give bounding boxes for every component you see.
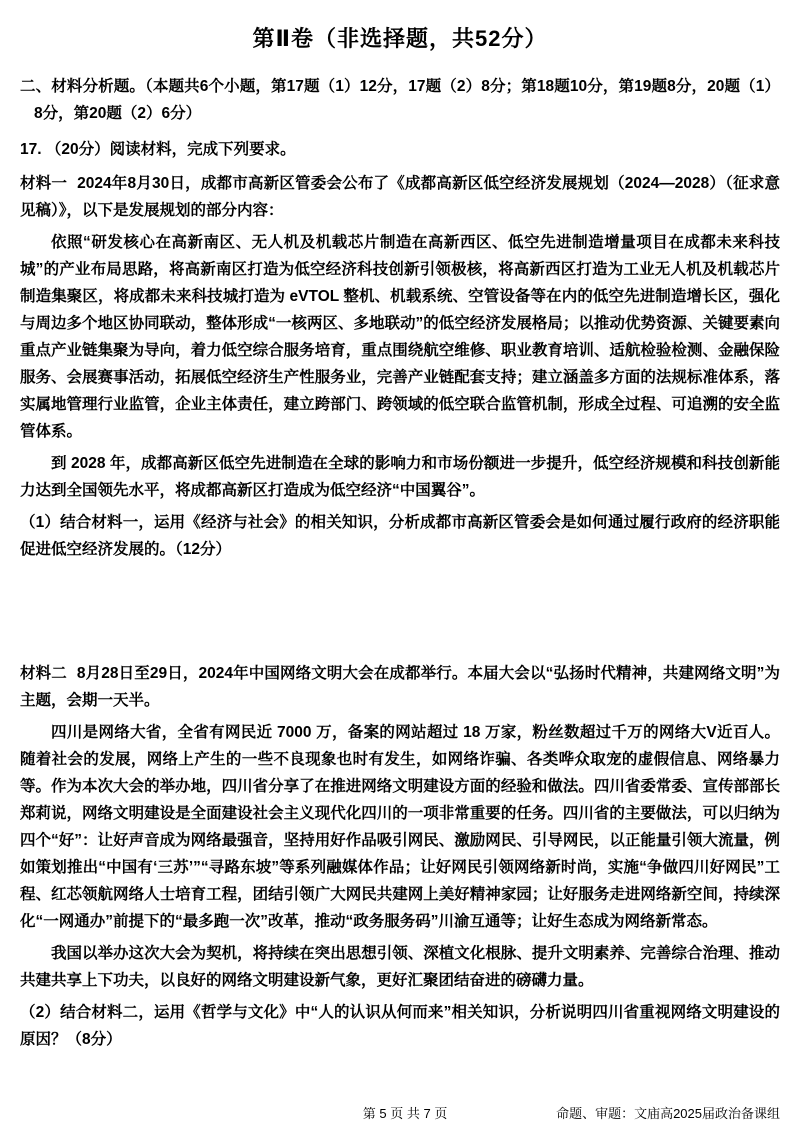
material-1-label: 材料一 [20, 175, 68, 192]
page-number: 第 5 页 共 7 页 [362, 1106, 448, 1121]
material-1-paragraph-2: 到 2028 年，成都高新区低空先进制造在全球的影响力和市场份额进一步提升，低空经济规模和科技创新能力达到全国领先水平，将成都高新区打造成为低空经济“中国翼谷”。 [20, 455, 780, 499]
question-17-header: 17. （20分）阅读材料，完成下列要求。 [20, 141, 296, 158]
question-17-part-2: （2）结合材料二，运用《哲学与文化》中“人的认识从何而来”相关知识，分析说明四川省重视网络文明建设的原因？（8分） [20, 1004, 780, 1048]
footer-credits: 命题、审题：文庙高2025届政治备课组 [556, 1106, 780, 1121]
page-footer [20, 1103, 780, 1121]
material-1-intro [20, 170, 780, 224]
material-2-paragraph-2: 我国以举办这次大会为契机，将持续在突出思想引领、深植文化根脉、提升文明素养、完善综合治理、推动共建共享上下功夫，以良好的网络文明建设新气象，更好汇聚团结奋进的磅礴力量。 [20, 945, 780, 989]
section-header: 二、材料分析题。（本题共6个小题，第17题（1）12分，17题（2）8分；第18题10分，第19题8分，20题（1）8分，第20题（2）6分） [20, 78, 780, 122]
page-title: 第Ⅱ卷（非选择题，共52分） [252, 26, 548, 51]
answer-space-part-1 [20, 568, 780, 660]
material-2-intro-text: 8月28日至29日，2024年中国网络文明大会在成都举行。本届大会以“弘扬时代精神，共建网络文明”为主题，会期一天半。 [20, 665, 780, 709]
material-1-paragraph-1: 依照“研发核心在高新南区、无人机及机载芯片制造在高新西区、低空先进制造增量项目在成都未来科技城”的产业布局思路，将高新南区打造为低空经济科技创新引领极核，将高新西区打造为工业无人机及机载芯片制造集聚区，将成都未来科技城打造为 eVTOL 整机、机载系统、空管设备等在内的低空先进制造增长区，强化与周边多个地区协同联动，整体形成“一核两区、多地联动”的低空经济发展格局；以推动优势资源、关键要素向重点产业链集聚为导向，着力低空综合服务培育，重点围绕航空维修、职业教育培训、适航检验检测、金融保险服务、会展赛事活动，拓展低空经济生产性服务业，完善产业链配套支持；建立涵盖多方面的法规标准体系，落实属地管理行业监管，企业主体责任，建立跨部门、跨领域的低空联合监管机制，形成全过程、可追溯的安全监管体系。 [20, 234, 780, 440]
material-2-paragraph-1: 四川是网络大省，全省有网民近 7000 万，备案的网站超过 18 万家，粉丝数超过千万的网络大V近百人。随着社会的发展，网络上产生的一些不良现象也时有发生，如网络诈骗、各类哗众取宠的虚假信息、网络暴力等。作为本次大会的举办地，四川省分享了在推进网络文明建设方面的经验和做法。四川省委常委、宣传部部长郑莉说，网络文明建设是全面建设社会主义现代化四川的一项非常重要的任务。四川省的主要做法，可以归纳为四个“好”：让好声音成为网络最强音，坚持用好作品吸引网民、激励网民、引导网民，以正能量引领大流量，例如策划推出“中国有‘三苏’”“寻路东坡”等系列融媒体作品；让好网民引领网络新时尚，实施“争做四川好网民”工程、红芯领航网络人士培育工程，团结引领广大网民共建网上美好精神家园；让好服务走进网络新空间，持续深化“一网通办”前提下的“最多跑一次”改革，推动“政务服务码”川渝互通等；让好生态成为网络新常态。 [20, 724, 780, 930]
material-1-intro-text: 2024年8月30日，成都市高新区管委会公布了《成都高新区低空经济发展规划（2024—2028）（征求意见稿）》，以下是发展规划的部分内容： [20, 175, 780, 219]
material-2-label: 材料二 [20, 665, 67, 682]
question-17-part-1: （1）结合材料一，运用《经济与社会》的相关知识，分析成都市高新区管委会是如何通过履行政府的经济职能促进低空经济发展的。（12分） [20, 514, 780, 558]
material-2-intro [20, 660, 780, 714]
